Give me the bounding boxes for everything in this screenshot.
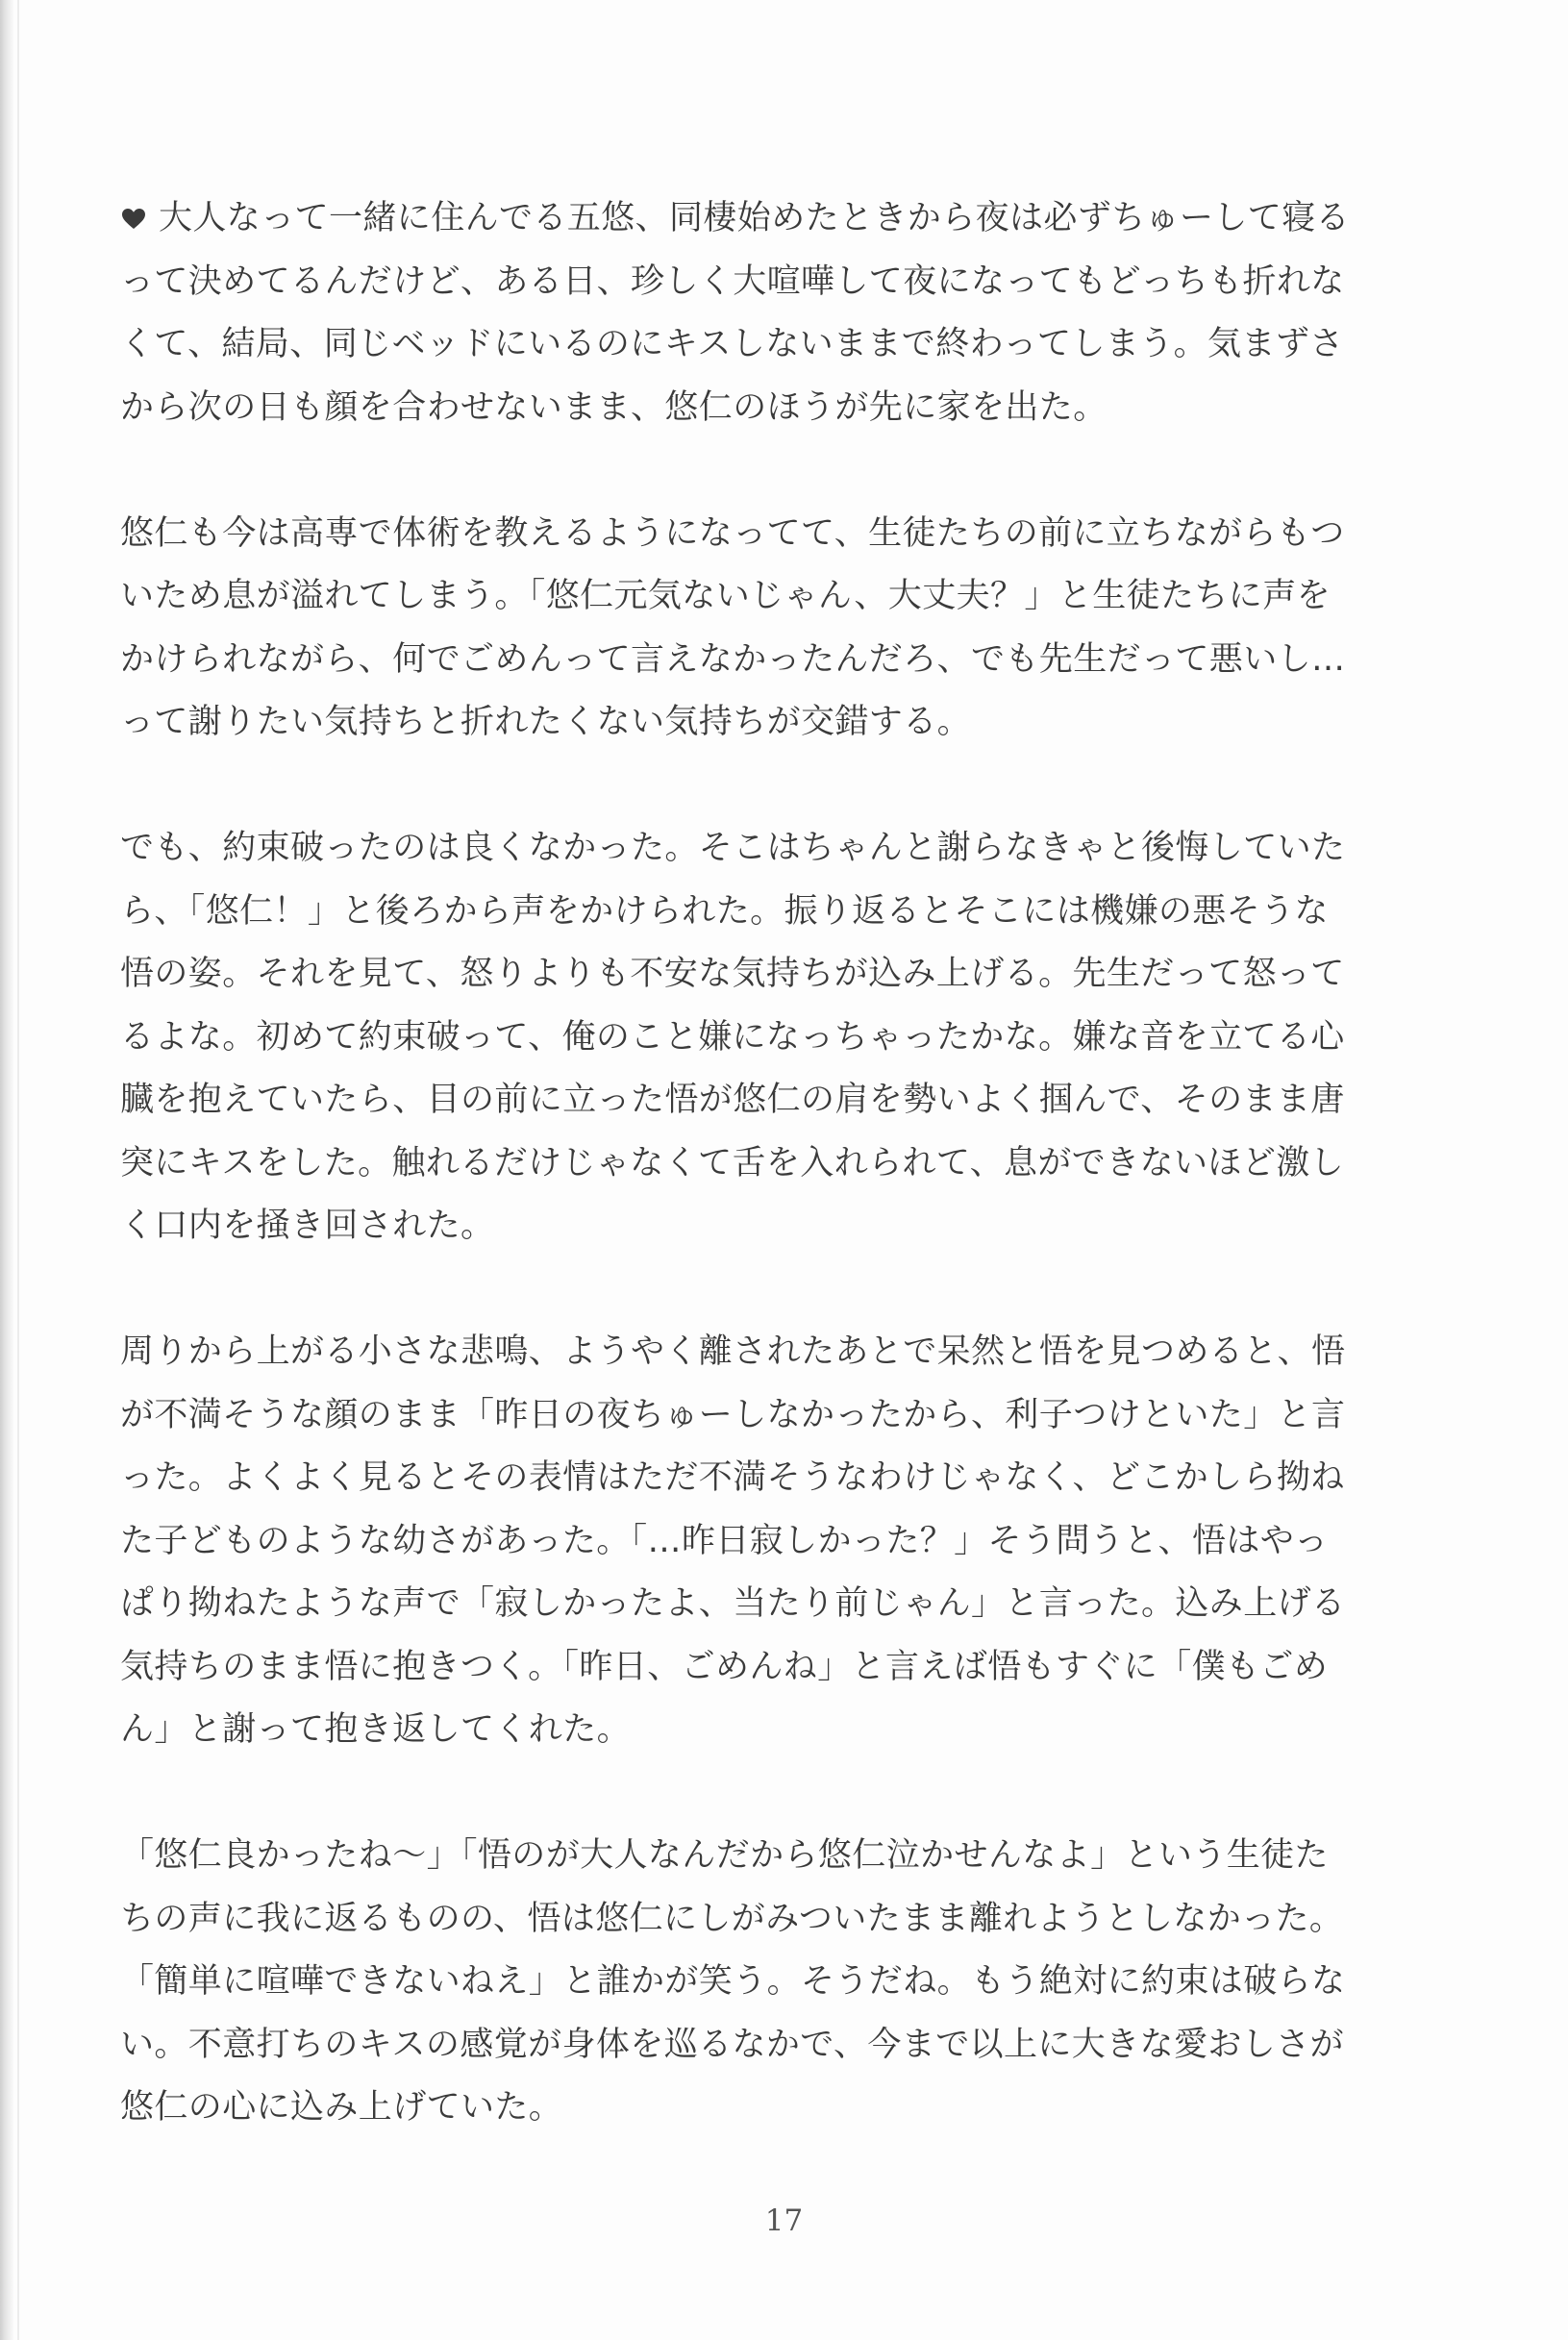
text-line: 悟の姿。それを見て、怒りよりも不安な気持ちが込み上げる。先生だって怒って [120, 955, 1345, 993]
text-line: 「悠仁良かったね〜」「悟のが大人なんだから悠仁泣かせんなよ」という生徒た [120, 1836, 1329, 1875]
text-line: って決めてるんだけど、ある日、珍しく大喧嘩して夜になってもどっちも折れな [120, 261, 1345, 301]
text-line: い。不意打ちのキスの感覚が身体を巡るなかで、今まで以上に大きな愛おしさが [120, 2025, 1345, 2064]
text-line: が不満そうな顔のまま「昨日の夜ちゅーしなかったから、利子つけといた」と言 [120, 1395, 1346, 1434]
text-line: 臓を抱えていたら、目の前に立った悟が悠仁の肩を勢いよく掴んで、そのまま唐 [120, 1081, 1345, 1119]
paragraph-2 [120, 503, 1418, 755]
text-line: ぱり拗ねたような声で「寂しかったよ、当たり前じゃん」と言った。込み上げる [120, 1584, 1346, 1623]
page-number: 17 [764, 2203, 804, 2238]
text-line: るよな。初めて約束破って、俺のこと嫌になっちゃったかな。嫌な音を立てる心 [120, 1017, 1345, 1057]
text-line: 悠仁の心に込み上げていた。 [120, 2088, 563, 2127]
paragraph-4 [120, 1321, 1418, 1762]
text-line: から次の日も顔を合わせないまま、悠仁のほうが先に家を出た。 [120, 387, 1108, 427]
text-line: った。よくよく見るとその表情はただ不満そうなわけじゃなく、どこかしら拗ね [120, 1458, 1345, 1497]
text-line [120, 187, 1418, 251]
paragraph-1 [120, 187, 1418, 439]
story-text [120, 187, 1418, 2140]
text-line: ん」と謝って抱き返してくれた。 [120, 1710, 632, 1749]
text-line: 気持ちのまま悟に抱きつく。「昨日、ごめんね」と言えば悟もすぐに「僕もごめ [120, 1647, 1329, 1686]
heart-icon [122, 209, 145, 230]
text-line: でも、約束破ったのは良くなかった。そこはちゃんと謝らなきゃと後悔していた [120, 829, 1346, 867]
text-line: ら、「悠仁！」と後ろから声をかけられた。振り返るとそこには機嫌の悪そうな [120, 891, 1329, 931]
text-line: いため息が溢れてしまう。「悠仁元気ないじゃん、大丈夫？」と生徒たちに声を [120, 577, 1332, 615]
text-line: 突にキスをした。触れるだけじゃなくて舌を入れられて、息ができないほど激し [120, 1143, 1345, 1182]
paragraph-3 [120, 817, 1418, 1258]
paragraph-5 [120, 1825, 1418, 2140]
page-binding-edge [0, 0, 13, 2340]
text-line: かけられながら、何でごめんって言えなかったんだろ、でも先生だって悪いし… [120, 639, 1346, 679]
text-line: 「簡単に喧嘩できないねえ」と誰かが笑う。そうだね。もう絶対に約束は破らな [120, 1962, 1346, 2001]
text-line-content: 大人なって一緒に住んでる五悠、同棲始めたときから夜は必ずちゅーして寝る [159, 199, 1351, 237]
text-line: 悠仁も今は高専で体術を教えるようになってて、生徒たちの前に立ちながらもつ [120, 513, 1345, 553]
text-line: く口内を掻き回された。 [120, 1207, 495, 1245]
text-line: ちの声に我に返るものの、悟は悠仁にしがみついたまま離れようとしなかった。 [120, 1899, 1344, 1938]
text-line: 周りから上がる小さな悲鳴、ようやく離されたあとで呆然と悟を見つめると、悟 [120, 1332, 1346, 1371]
text-line: って謝りたい気持ちと折れたくない気持ちが交錯する。 [120, 703, 972, 741]
text-line: くて、結局、同じベッドにいるのにキスしないままで終わってしまう。気まずさ [120, 325, 1344, 363]
text-line: た子どものような幼さがあった。「…昨日寂しかった？」そう問うと、悟はやっ [120, 1521, 1329, 1560]
page-binding-line [17, 0, 19, 2340]
